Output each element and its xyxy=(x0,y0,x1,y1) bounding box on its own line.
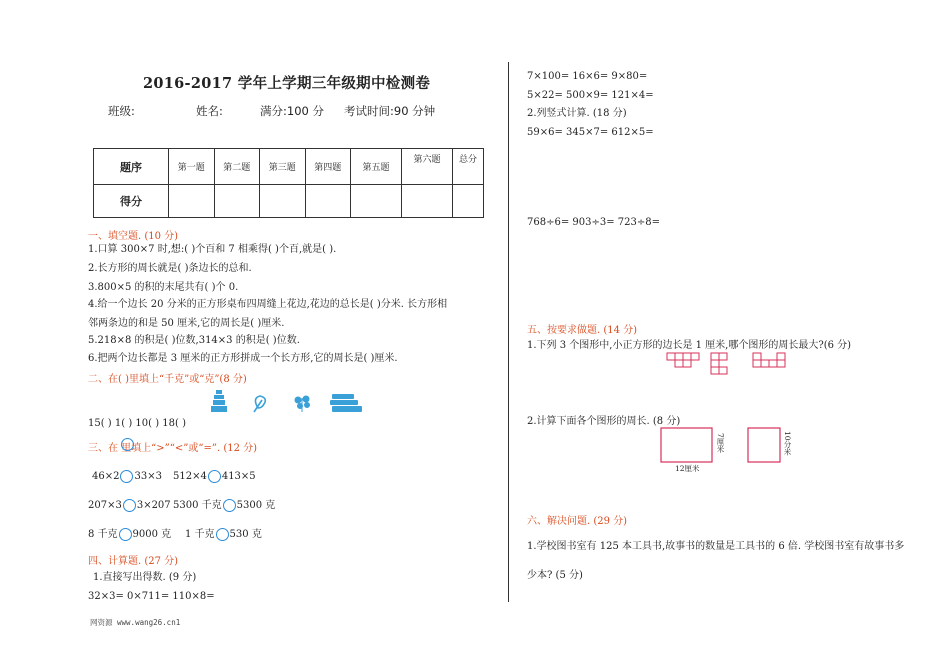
shape-a-icon xyxy=(667,353,699,367)
compare-row-1b xyxy=(173,470,256,483)
section1-title: 一、填空题. (10 分) xyxy=(88,231,179,242)
feather-icon xyxy=(254,396,265,412)
rect-width-label: 12厘米 xyxy=(675,464,700,473)
compare-circle[interactable] xyxy=(123,499,136,512)
compare-row-3b xyxy=(185,528,262,541)
compare-left: 207×3 xyxy=(88,500,122,511)
compare-row-2a xyxy=(88,499,171,512)
section1-q3: 3.800×5 的积的末尾共有( )个 0. xyxy=(88,282,239,293)
compare-right: 3×207 xyxy=(136,500,171,511)
name-label: 姓名: xyxy=(196,104,223,118)
score-table xyxy=(93,148,484,218)
compare-right: 5300 克 xyxy=(236,500,276,511)
table-col-total: 总分 xyxy=(453,149,484,185)
compare-circle[interactable] xyxy=(208,470,221,483)
stacked-books-icon xyxy=(330,394,362,412)
section1-q4b: 邻两条边的和是 50 厘米,它的周长是( )厘米. xyxy=(88,318,285,329)
salt-bottle-icon xyxy=(211,390,227,412)
section5-title: 五、按要求做题. (14 分) xyxy=(527,325,638,336)
exam-time: 考试时间:90 分钟 xyxy=(344,104,436,118)
table-col-5: 第五题 xyxy=(351,149,402,185)
section1-q1: 1.口算 300×7 时,想:( )个百和 7 相乘得( )个百,就是( ). xyxy=(88,244,337,255)
calc-row-3: 5×22= 500×9= 121×4= xyxy=(527,90,654,101)
table-col-3: 第三题 xyxy=(260,149,306,185)
compare-circle-icon xyxy=(121,438,134,451)
compare-left: 5300 千克 xyxy=(173,500,222,511)
table-col-1: 第一题 xyxy=(169,149,215,185)
compare-left: 8 千克 xyxy=(88,529,118,540)
compare-right: 413×5 xyxy=(221,471,256,482)
score-cell[interactable] xyxy=(305,185,351,218)
section1-q2: 2.长方形的周长就是( )条边长的总和. xyxy=(88,263,252,274)
score-cell[interactable] xyxy=(402,185,453,218)
section6-title: 六、解决问题. (29 分) xyxy=(527,516,628,527)
grid-shapes xyxy=(667,353,792,379)
calc-row-1: 32×3= 0×711= 110×8= xyxy=(88,591,215,602)
score-cell[interactable] xyxy=(260,185,306,218)
section2-answers: 15( ) 1( ) 10( ) 18( ) xyxy=(88,418,186,429)
section1-q4a: 4.给一个边长 20 分米的正方形桌布四周缝上花边,花边的总长是( )分米. 长方形相 xyxy=(88,299,448,310)
score-cell[interactable] xyxy=(169,185,215,218)
table-head-score: 得分 xyxy=(94,185,169,218)
full-score: 满分:100 分 xyxy=(260,104,324,118)
shape-c-icon xyxy=(753,353,785,367)
rect-height-label: 7厘米 xyxy=(716,433,725,453)
compare-circle[interactable] xyxy=(223,499,236,512)
square-side-label: 10分米 xyxy=(783,431,792,456)
vertical-calc-row-1: 59×6= 345×7= 612×5= xyxy=(527,127,654,138)
section4-sub2: 2.列竖式计算. (18 分) xyxy=(527,108,627,119)
compare-row-1a xyxy=(92,470,162,483)
score-cell[interactable] xyxy=(351,185,402,218)
section5-q1: 1.下列 3 个图形中,小正方形的边长是 1 厘米,哪个图形的周长最大?(6 分) xyxy=(527,340,852,351)
section3-title: 三、在 里填上“>”“<”或“=”. (12 分) xyxy=(88,443,258,454)
weight-pictures xyxy=(210,390,380,416)
plant-icon xyxy=(295,396,310,412)
table-col-6: 第六题 xyxy=(402,149,453,185)
table-col-2: 第二题 xyxy=(214,149,260,185)
table-head-order: 题序 xyxy=(94,149,169,185)
rectangle-figure xyxy=(661,428,712,462)
page-title: 2016-2017 学年上学期三年级期中检测卷 xyxy=(143,75,431,92)
class-label: 班级: xyxy=(108,104,135,118)
shape-b-icon xyxy=(711,353,727,374)
compare-right: 530 克 xyxy=(229,529,262,540)
compare-row-3a xyxy=(88,528,171,541)
score-cell[interactable] xyxy=(214,185,260,218)
section2-title: 二、在( )里填上“千克”或“克”(8 分) xyxy=(88,374,247,385)
compare-left: 1 千克 xyxy=(185,529,215,540)
square-figure xyxy=(748,428,780,462)
compare-circle[interactable] xyxy=(119,528,132,541)
compare-left: 46×2 xyxy=(92,471,120,482)
section4-title: 四、计算题. (27 分) xyxy=(88,556,179,567)
compare-right: 9000 克 xyxy=(132,529,172,540)
compare-circle[interactable] xyxy=(120,470,133,483)
calc-row-2: 7×100= 16×6= 9×80= xyxy=(527,71,648,82)
compare-left: 512×4 xyxy=(173,471,207,482)
compare-right: 33×3 xyxy=(134,471,162,482)
section1-q5: 5.218×8 的积是( )位数,314×3 的积是( )位数. xyxy=(88,335,300,346)
vertical-calc-row-2: 768÷6= 903÷3= 723÷8= xyxy=(527,217,660,228)
column-divider xyxy=(508,62,509,602)
compare-row-2b xyxy=(173,499,275,512)
section6-q1b: 少本? (5 分) xyxy=(527,570,583,581)
footer-watermark: 网资源 www.wang26.cn1 xyxy=(90,618,181,627)
score-cell[interactable] xyxy=(453,185,484,218)
table-col-4: 第四题 xyxy=(305,149,351,185)
section1-q6: 6.把两个边长都是 3 厘米的正方形拼成一个长方形,它的周长是( )厘米. xyxy=(88,353,398,364)
section4-sub1: 1.直接写出得数. (9 分) xyxy=(93,572,197,583)
section6-q1a: 1.学校图书室有 125 本工具书,故事书的数量是工具书的 6 倍. 学校图书室有故事书多 xyxy=(527,541,905,552)
section5-q2: 2.计算下面各个图形的周长. (8 分) xyxy=(527,416,681,427)
compare-circle[interactable] xyxy=(216,528,229,541)
